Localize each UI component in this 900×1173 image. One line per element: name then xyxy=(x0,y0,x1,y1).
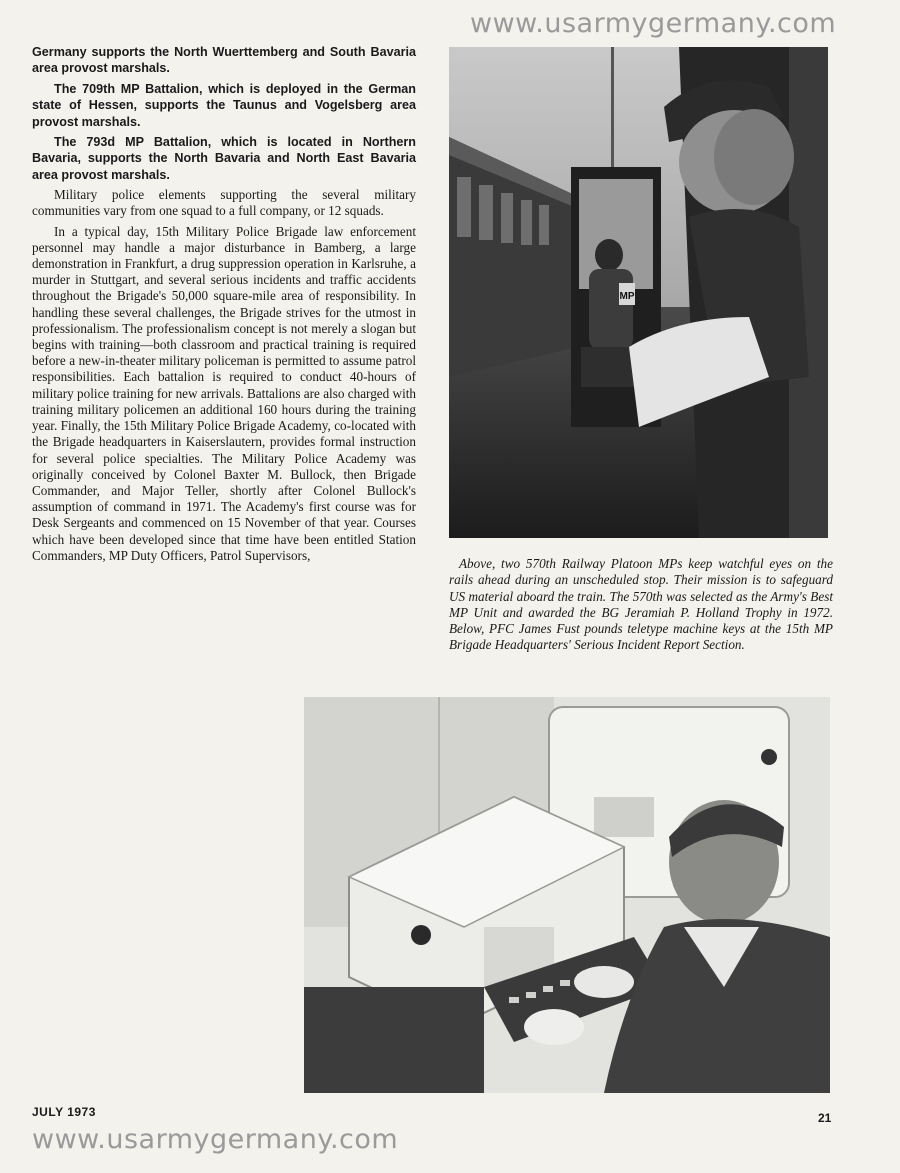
issue-date: JULY 1973 xyxy=(32,1105,96,1119)
paragraph-bold-1: Germany supports the North Wuerttemberg and South Bavaria area provost marshals. xyxy=(32,45,416,76)
photo-caption: Above, two 570th Railway Platoon MPs keep watchful eyes on the rails ahead during an unscheduled stop. Their mission is to safeguard US material aboard the train. The 570th was selected as the Army's Best MP Unit and awarded the BG Jeramiah P. Holland Trophy in 1972. Below, PFC James Fust pounds teletype machine keys at the 15th MP Brigade Headquarters' Serious Incident Report Section. xyxy=(449,556,833,653)
watermark-top: www.usarmygermany.com xyxy=(470,8,837,39)
photo-teletype-operator xyxy=(304,697,830,1093)
paragraph-bold-3: The 793d MP Battalion, which is located in Northern Bavaria, supports the North Bavaria and North East Bavaria area provost marshals. xyxy=(32,135,416,182)
paragraph-body-2: In a typical day, 15th Military Police Brigade law enforcement personnel may handle a major disturbance in Bamberg, a large demonstration in Frankfurt, a drug suppression operation in Karlsruhe, a murder in Stuttgart, and several serious incidents and traffic accidents throughout the Brigade's 50,000 square-mile area of responsibility. In handling these several challenges, the Brigade strives for the utmost in professionalism. The professionalism concept is not merely a slogan but begins with training—both classroom and practical training is required before a new-in-theater military policeman is permitted to assume patrol responsibilities. Each battalion is required to conduct 40-hours of military police training for new arrivals. Battalions are also charged with training military policemen an additional 160 hours during the training year. Finally, the 15th Military Police Brigade Academy, co-located with the Brigade headquarters in Kaiserslautern, provides formal instruction for several police specialties. The Military Police Academy was originally conceived by Colonel Baxter M. Bullock, then Brigade Commander, and Major Teller, shortly after Colonel Bullock's assumption of command in 1971. The Academy's first course was for Desk Sergeants and commenced on 15 November of that year. Courses which have been developed since that time have been entitled Station Commanders, MP Duty Officers, Patrol Supervisors, xyxy=(32,223,416,563)
paragraph-bold-2: The 709th MP Battalion, which is deployed in the German state of Hessen, supports the Taunus and Vogelsberg area provost marshals. xyxy=(32,81,416,129)
photo-railway-mps xyxy=(449,47,828,538)
page-number: 21 xyxy=(818,1111,832,1125)
article-column xyxy=(32,44,416,568)
watermark-bottom: www.usarmygermany.com xyxy=(32,1124,399,1155)
paragraph-body-1: Military police elements supporting the several military communities vary from one squad to a full company, or 12 squads. xyxy=(32,187,416,219)
mp-armband-text: MP xyxy=(619,291,635,302)
